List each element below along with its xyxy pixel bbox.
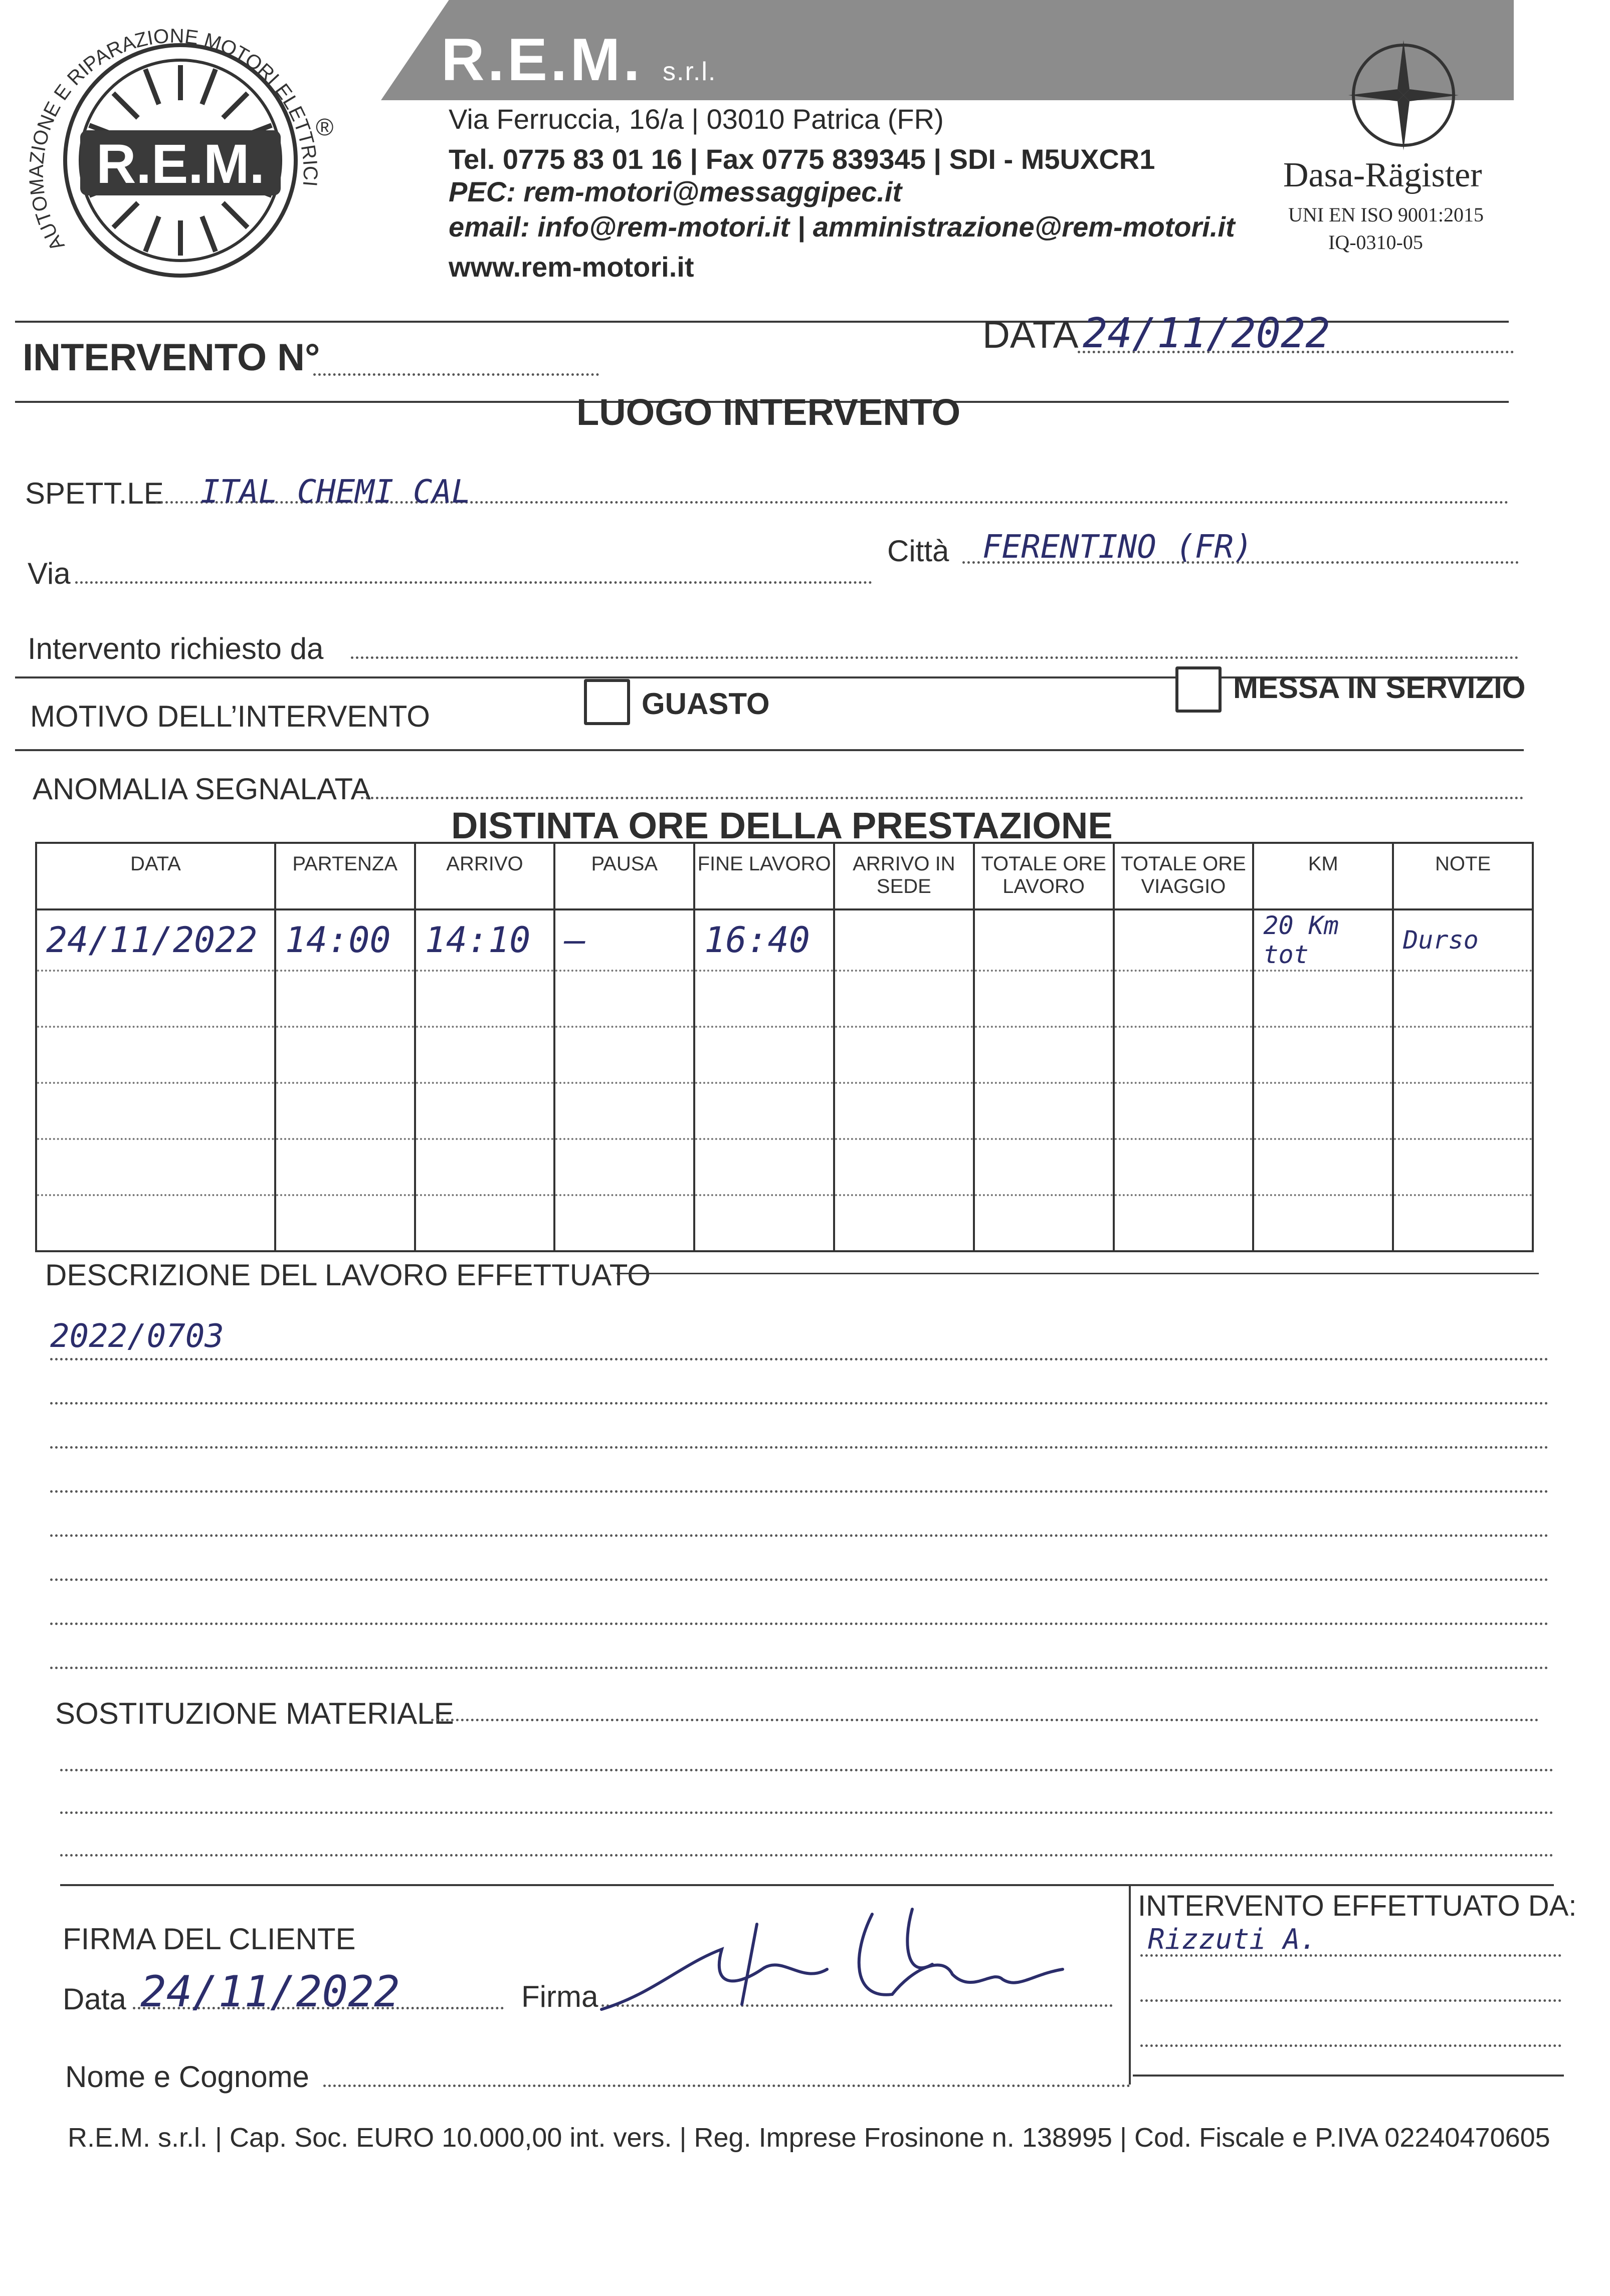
table-row — [36, 1083, 1533, 1139]
pec-line: PEC: rem-motori@messaggipec.it — [449, 176, 902, 207]
col-totale-viaggio: TOTALE ORE VIAGGIO — [1114, 843, 1254, 909]
table-cell[interactable] — [1393, 971, 1533, 1027]
descrizione-value: 2022/0703 — [50, 1318, 224, 1355]
table-cell[interactable] — [275, 1083, 415, 1139]
table-cell[interactable] — [974, 971, 1114, 1027]
table-cell[interactable] — [1253, 1083, 1393, 1139]
table-cell[interactable] — [554, 1027, 694, 1083]
motivo-label: MOTIVO DELL’INTERVENTO — [30, 700, 430, 733]
effettuato-field-3[interactable] — [1140, 2044, 1561, 2047]
table-cell[interactable] — [1114, 1139, 1254, 1195]
table-cell[interactable]: 16:40 — [694, 909, 834, 971]
table-cell[interactable] — [694, 1083, 834, 1139]
table-cell[interactable] — [694, 971, 834, 1027]
table-cell[interactable] — [275, 1195, 415, 1251]
hours-header-row — [36, 843, 1533, 909]
anomalia-field[interactable] — [361, 797, 1524, 799]
writing-line[interactable] — [50, 1358, 1549, 1360]
table-cell[interactable] — [1393, 1083, 1533, 1139]
hours-table — [35, 842, 1534, 1252]
footer-text: R.E.M. s.r.l. | Cap. Soc. EURO 10.000,00 int. vers. | Reg. Imprese Frosinone n. 138995 | Cod. Fiscale e P.IVA 02240470605 — [68, 2123, 1550, 2153]
col-note: NOTE — [1393, 843, 1533, 909]
table-cell[interactable] — [974, 1195, 1114, 1251]
descrizione-label: DESCRIZIONE DEL LAVORO EFFETTUATO — [45, 1258, 651, 1292]
table-cell[interactable] — [1393, 1027, 1533, 1083]
writing-line[interactable] — [50, 1446, 1549, 1449]
table-row — [36, 971, 1533, 1027]
phone-line: Tel. 0775 83 01 16 | Fax 0775 839345 | SDI - M5UXCR1 — [449, 143, 1155, 175]
table-cell[interactable] — [415, 971, 555, 1027]
table-cell[interactable] — [974, 1139, 1114, 1195]
table-row — [36, 1027, 1533, 1083]
col-fine-lavoro: FINE LAVORO — [694, 843, 834, 909]
writing-line[interactable] — [60, 1811, 1554, 1814]
messa-label: MESSA IN SERVIZIO — [1233, 671, 1526, 705]
col-arrivo: ARRIVO — [415, 843, 555, 909]
effettuato-label: INTERVENTO EFFETTUATO DA: — [1138, 1890, 1577, 1922]
logo-ring-text: AUTOMAZIONE E RIPARAZIONE MOTORI ELETTRICI — [25, 25, 321, 255]
cert-code: IQ-0310-05 — [1328, 231, 1423, 254]
table-row — [36, 909, 1533, 971]
table-cell[interactable] — [1114, 1195, 1254, 1251]
table-cell[interactable] — [834, 1083, 974, 1139]
table-cell[interactable] — [554, 1139, 694, 1195]
via-label: Via — [28, 557, 71, 590]
cliente-label: FIRMA DEL CLIENTE — [63, 1922, 356, 1956]
anomalia-label: ANOMALIA SEGNALATA — [33, 772, 371, 806]
email-line: email: info@rem-motori.it | amministrazione@rem-motori.it — [449, 211, 1235, 243]
company-name: R.E.M. s.r.l. — [441, 26, 717, 93]
table-cell[interactable] — [1114, 909, 1254, 971]
table-cell[interactable] — [554, 1195, 694, 1251]
table-cell[interactable] — [1253, 1195, 1393, 1251]
table-cell[interactable] — [834, 1027, 974, 1083]
firma-data-label: Data — [63, 1982, 126, 2016]
writing-line[interactable] — [50, 1534, 1549, 1537]
table-cell[interactable]: 14:10 — [415, 909, 555, 971]
writing-line[interactable] — [50, 1578, 1549, 1581]
effettuato-value: Rizzuti A. — [1148, 1923, 1317, 1956]
citta-value: FERENTINO (FR) — [982, 529, 1253, 566]
table-cell[interactable] — [1253, 1139, 1393, 1195]
luogo-title: LUOGO INTERVENTO — [576, 391, 961, 433]
table-cell[interactable] — [834, 909, 974, 971]
table-cell[interactable] — [1253, 1027, 1393, 1083]
col-arrivo-sede: ARRIVO IN SEDE — [834, 843, 974, 909]
table-cell[interactable] — [554, 1083, 694, 1139]
table-cell[interactable] — [36, 1195, 275, 1251]
table-cell[interactable] — [36, 1083, 275, 1139]
intervento-label: INTERVENTO N° — [23, 336, 320, 379]
col-km: KM — [1253, 843, 1393, 909]
col-pausa: PAUSA — [554, 843, 694, 909]
writing-line[interactable] — [60, 1854, 1554, 1857]
address-line: Via Ferruccia, 16/a | 03010 Patrica (FR) — [449, 103, 944, 135]
writing-line[interactable] — [50, 1402, 1549, 1405]
writing-line[interactable] — [50, 1623, 1549, 1625]
table-cell[interactable] — [974, 909, 1114, 971]
guasto-label: GUASTO — [642, 687, 770, 721]
compass-icon — [1343, 35, 1464, 155]
table-cell[interactable]: — — [554, 909, 694, 971]
registered-mark: ® — [316, 114, 334, 141]
table-cell[interactable] — [415, 1027, 555, 1083]
nome-label: Nome e Cognome — [65, 2060, 309, 2094]
table-cell[interactable] — [1114, 971, 1254, 1027]
writing-line[interactable] — [50, 1490, 1549, 1493]
via-field[interactable] — [75, 581, 872, 584]
website: www.rem-motori.it — [449, 251, 694, 283]
table-cell[interactable] — [694, 1195, 834, 1251]
table-cell[interactable] — [834, 971, 974, 1027]
table-cell[interactable] — [275, 1139, 415, 1195]
table-cell[interactable] — [1393, 1195, 1533, 1251]
spettle-label: SPETT.LE — [25, 477, 164, 510]
col-partenza: PARTENZA — [275, 843, 415, 909]
table-cell[interactable] — [694, 1027, 834, 1083]
divider — [15, 749, 1524, 751]
table-cell[interactable] — [36, 1139, 275, 1195]
table-cell[interactable] — [415, 1083, 555, 1139]
table-cell[interactable] — [1253, 971, 1393, 1027]
rem-logo — [20, 10, 341, 301]
firma-separator — [1129, 1884, 1131, 2085]
logo-text: R.E.M. — [96, 133, 265, 195]
table-cell[interactable]: 20 Km tot — [1253, 909, 1393, 971]
table-cell[interactable]: Durso — [1393, 909, 1533, 971]
table-cell[interactable] — [974, 1083, 1114, 1139]
table-row — [36, 1139, 1533, 1195]
table-cell[interactable] — [415, 1139, 555, 1195]
effettuato-field-2[interactable] — [1140, 1999, 1561, 2002]
table-cell[interactable] — [1114, 1027, 1254, 1083]
divider — [617, 1273, 1539, 1274]
table-cell[interactable] — [694, 1139, 834, 1195]
table-cell[interactable] — [275, 971, 415, 1027]
data-value: 24/11/2022 — [1083, 310, 1330, 357]
table-cell[interactable] — [36, 1027, 275, 1083]
nome-field[interactable] — [323, 2085, 1130, 2087]
writing-line[interactable] — [60, 1769, 1554, 1771]
data-label: DATA — [982, 314, 1079, 356]
table-cell[interactable]: 14:00 — [275, 909, 415, 971]
client-signature — [591, 1894, 1093, 2024]
table-cell[interactable] — [974, 1027, 1114, 1083]
table-cell[interactable] — [834, 1139, 974, 1195]
cert-standard: UNI EN ISO 9001:2015 — [1288, 203, 1484, 226]
divider — [1133, 2075, 1564, 2077]
firma-data-value: 24/11/2022 — [140, 1967, 400, 2017]
cert-name: Dasa-Rägister — [1283, 156, 1482, 194]
richiesto-label: Intervento richiesto da — [28, 632, 324, 665]
col-totale-lavoro: TOTALE ORE LAVORO — [974, 843, 1114, 909]
table-cell[interactable]: 24/11/2022 — [36, 909, 275, 971]
firma-label: Firma — [521, 1980, 598, 2013]
table-cell[interactable] — [36, 971, 275, 1027]
table-cell[interactable] — [554, 971, 694, 1027]
citta-label: Città — [887, 534, 949, 568]
sostituzione-label: SOSTITUZIONE MATERIALE — [55, 1697, 454, 1730]
table-cell[interactable] — [1393, 1139, 1533, 1195]
table-cell[interactable] — [415, 1195, 555, 1251]
divider — [60, 1884, 1554, 1886]
table-cell[interactable] — [1114, 1083, 1254, 1139]
richiesto-field[interactable] — [351, 656, 1519, 659]
col-data: DATA — [36, 843, 275, 909]
hours-title: DISTINTA ORE DELLA PRESTAZIONE — [451, 805, 1113, 846]
table-cell[interactable] — [834, 1195, 974, 1251]
writing-line[interactable] — [50, 1667, 1549, 1669]
table-row — [36, 1195, 1533, 1251]
intervento-field[interactable] — [313, 373, 599, 376]
guasto-checkbox[interactable] — [584, 679, 630, 725]
table-cell[interactable] — [275, 1027, 415, 1083]
sostituzione-field[interactable] — [431, 1719, 1539, 1721]
spettle-value: ITAL CHEMI CAL — [200, 474, 471, 511]
messa-checkbox[interactable] — [1175, 666, 1222, 713]
